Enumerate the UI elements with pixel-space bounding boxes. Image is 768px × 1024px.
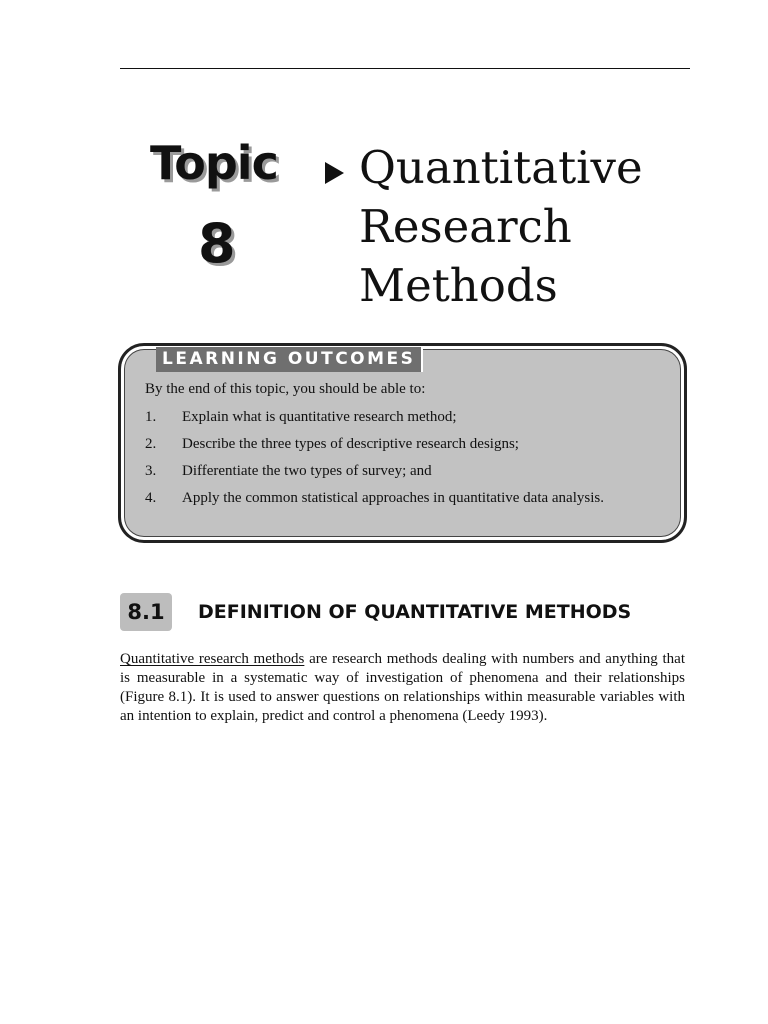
topic-title (359, 138, 679, 315)
list-item (145, 489, 661, 508)
learning-outcomes-intro: By the end of this topic, you should be able to: (145, 381, 426, 397)
top-rule (120, 68, 690, 69)
list-item-number: 1. (145, 409, 157, 425)
section-heading: DEFINITION OF QUANTITATIVE METHODS (198, 601, 632, 623)
title-line: Quantitative (359, 141, 643, 194)
topic-label: Topic (150, 136, 278, 190)
list-item (145, 408, 661, 427)
list-item (145, 435, 661, 454)
paragraph-text: are research methods dealing with numbers and anything that is measurable in a systematic way of investigation of phenomena and their relationships (Figure 8.1). It is used to answer questions on relationships within measurable variables with an intention to explain, predict and control a phenomena (Leedy 1993). (120, 651, 685, 724)
list-item-number: 4. (145, 490, 157, 506)
title-line: Research (359, 200, 572, 253)
body-paragraph (120, 650, 685, 726)
section-number: 8.1 (120, 593, 172, 631)
key-term: Quantitative research methods (120, 651, 305, 667)
title-line: Methods (359, 259, 558, 312)
list-item (145, 462, 661, 481)
list-item-number: 2. (145, 436, 157, 452)
play-arrow-icon (325, 162, 344, 184)
list-item-text: Explain what is quantitative research method; (182, 409, 457, 425)
learning-outcomes-heading: LEARNING OUTCOMES (156, 347, 423, 372)
list-item-text: Describe the three types of descriptive research designs; (182, 436, 519, 452)
list-item-number: 3. (145, 463, 157, 479)
list-item-text: Differentiate the two types of survey; and (182, 463, 432, 479)
topic-number: 8 (198, 212, 235, 275)
list-item-text: Apply the common statistical approaches in quantitative data analysis. (182, 490, 604, 506)
